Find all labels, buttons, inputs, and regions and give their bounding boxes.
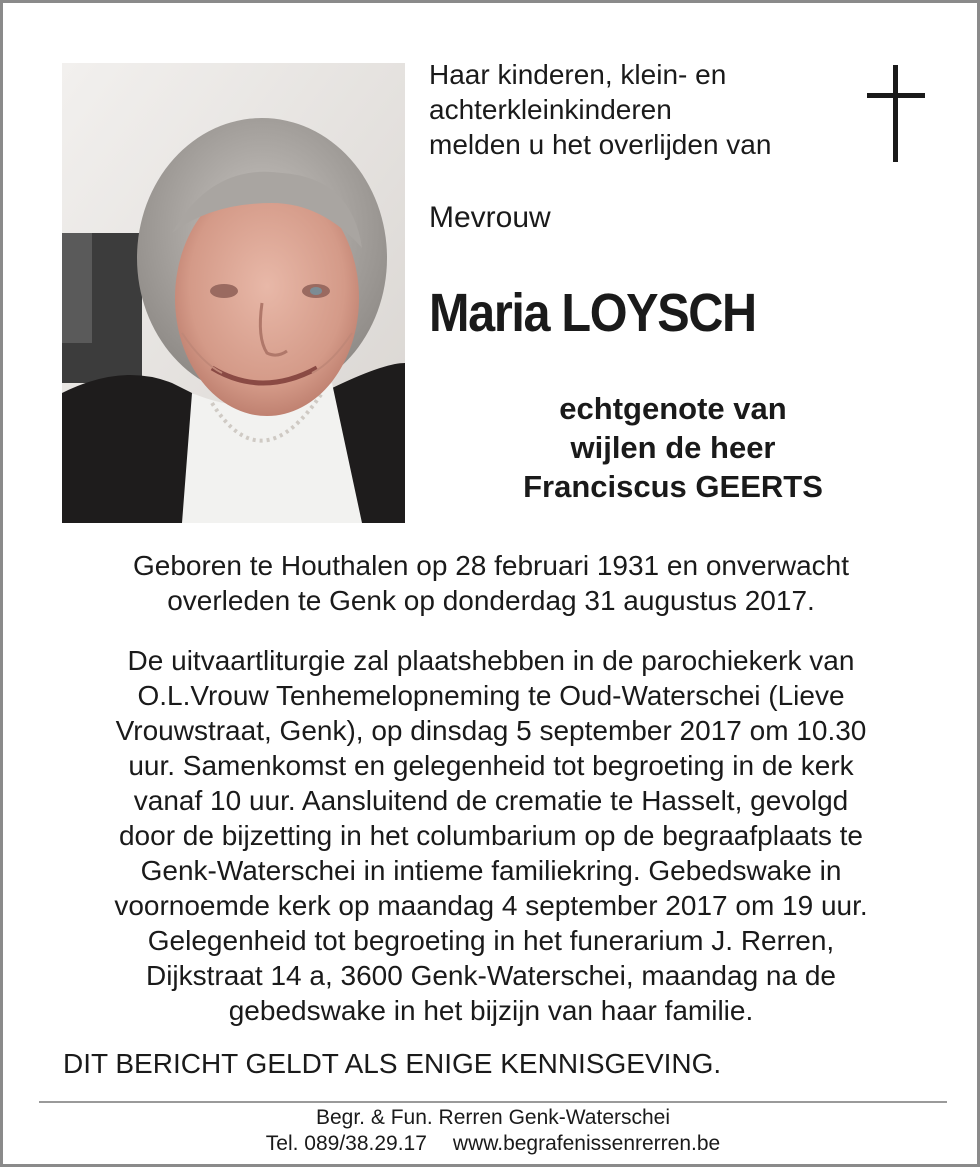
- contact-line: [39, 1131, 947, 1157]
- spouse-line: Franciscus GEERTS: [523, 469, 823, 504]
- funeral-home-name: Begr. & Fun. Rerren Genk-Waterschei: [315, 1106, 671, 1129]
- ceremony-line: O.L.Vrouw Tenhemelopneming te Oud-Waterschei (Lieve: [137, 680, 845, 711]
- intro-text: [429, 57, 849, 162]
- honorific: Mevrouw: [429, 201, 551, 234]
- ceremony-line: Dijkstraat 14 a, 3600 Genk-Waterschei, maandag na de: [145, 960, 836, 991]
- spouse-line: echtgenote van: [559, 391, 787, 426]
- website-link[interactable]: www.begrafenissenrerren.be: [452, 1132, 721, 1155]
- ceremony-line: Genk-Waterschei in intieme familiekring. Gebedswake in: [140, 855, 842, 886]
- portrait-illustration: [62, 63, 405, 523]
- phone-number: Tel. 089/38.29.17: [265, 1132, 427, 1155]
- intro-line: melden u het overlijden van: [429, 129, 772, 160]
- birth-line: Geboren te Houthalen op 28 februari 1931 en onverwacht: [132, 550, 850, 581]
- ceremony-line: gebedswake in het bijzijn van haar familie.: [228, 995, 754, 1026]
- latin-cross-icon: [867, 65, 925, 168]
- ceremony-line: Vrouwstraat, Genk), op dinsdag 5 september 2017 om 10.30: [115, 715, 867, 746]
- notice-statement: DIT BERICHT GELDT ALS ENIGE KENNISGEVING.: [63, 1048, 722, 1079]
- ceremony-line: De uitvaartliturgie zal plaatshebben in de parochiekerk van: [127, 645, 855, 676]
- ceremony-line: door de bijzetting in het columbarium op de begraafplaats te: [118, 820, 864, 851]
- birth-line: overleden te Genk op donderdag 31 augustus 2017.: [167, 585, 815, 616]
- deceased-name: Maria LOYSCH: [429, 283, 756, 343]
- intro-line: Haar kinderen, klein- en: [429, 59, 727, 90]
- ceremony-line: voornoemde kerk op maandag 4 september 2017 om 19 uur.: [114, 890, 868, 921]
- spouse-line: wijlen de heer: [570, 430, 776, 465]
- footer: [39, 1105, 947, 1157]
- ceremony-line: Gelegenheid tot begroeting in het funerarium J. Rerren,: [147, 925, 835, 956]
- footer-divider: [39, 1101, 947, 1103]
- ceremony-info: [43, 643, 939, 1028]
- ceremony-line: uur. Samenkomst en gelegenheid tot begroeting in de kerk: [128, 750, 854, 781]
- intro-line: achterkleinkinderen: [429, 94, 672, 125]
- birth-death-info: [43, 548, 939, 618]
- portrait-photo: [62, 63, 405, 523]
- ceremony-line: vanaf 10 uur. Aansluitend de crematie te Hasselt, gevolgd: [133, 785, 849, 816]
- spouse-info: [443, 389, 903, 506]
